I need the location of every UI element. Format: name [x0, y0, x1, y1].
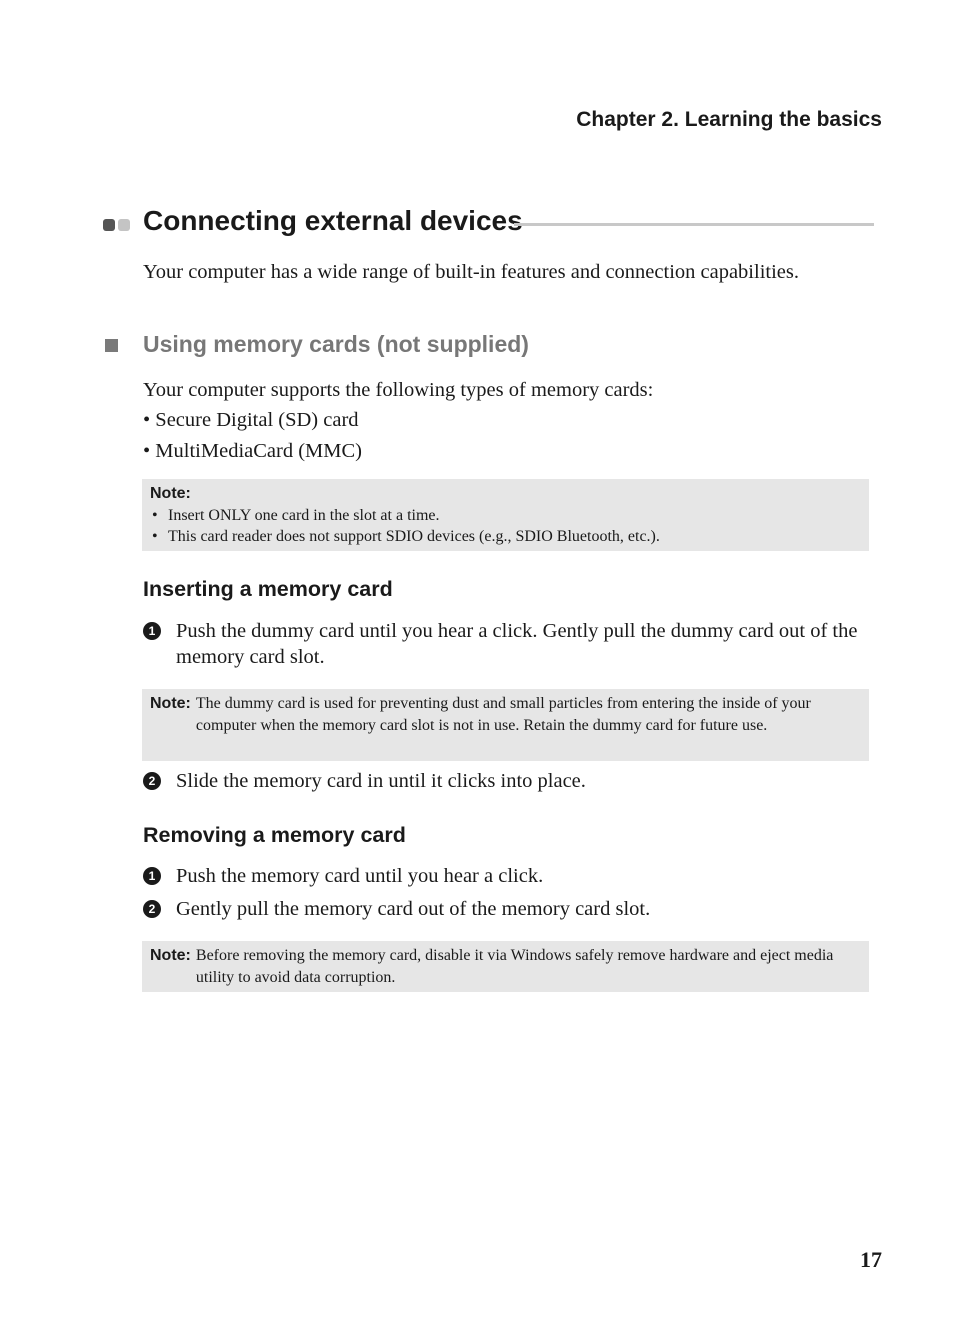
bullet-sd-card: • Secure Digital (SD) card: [143, 409, 359, 431]
note-text: The dummy card is used for preventing dust and small particles from entering the inside of your computer when the memory card slot is not in use. Retain the dummy card for future use.: [195, 695, 811, 734]
removing-step-2: [143, 896, 883, 922]
memory-cards-intro: Your computer supports the following types of memory cards:: [143, 379, 654, 401]
note-label: Note:: [150, 947, 191, 964]
inserting-step-1: [143, 618, 883, 670]
step-number-icon: 1: [143, 622, 161, 640]
note-box-dummy-card: [142, 689, 869, 761]
note-box-removal: [142, 941, 869, 992]
step-text: Push the memory card until you hear a click.: [176, 865, 544, 887]
inserting-step-2: [143, 768, 883, 794]
note-label: Note:: [150, 695, 191, 712]
note-box-cards: [142, 479, 869, 551]
note-item: • This card reader does not support SDIO devices (e.g., SDIO Bluetooth, etc.).: [150, 526, 861, 548]
step-text: Slide the memory card in until it clicks into place.: [176, 770, 586, 792]
step-text: Push the dummy card until you hear a click. Gently pull the dummy card out of the memory card slot.: [176, 620, 858, 668]
page-number: 17: [860, 1247, 882, 1272]
removing-step-1: [143, 863, 883, 889]
bullet-mmc: • MultiMediaCard (MMC): [143, 440, 362, 462]
step-text: Gently pull the memory card out of the memory card slot.: [176, 898, 651, 920]
section-intro: Your computer has a wide range of built-in features and connection capabilities.: [143, 261, 799, 283]
section-marker-icon: [103, 218, 133, 236]
subsection-square-icon: [105, 339, 118, 352]
removing-heading: Removing a memory card: [143, 823, 406, 847]
note-item: • Insert ONLY one card in the slot at a time.: [150, 505, 861, 527]
subsection-title: Using memory cards (not supplied): [143, 331, 529, 357]
section-rule: [514, 223, 874, 226]
step-number-icon: 2: [143, 772, 161, 790]
note-text: Before removing the memory card, disable it via Windows safely remove hardware and eject media utility to avoid data corruption.: [195, 947, 834, 986]
chapter-header: Chapter 2. Learning the basics: [576, 108, 882, 131]
section-title: Connecting external devices: [143, 205, 523, 236]
step-number-icon: 1: [143, 867, 161, 885]
step-number-icon: 2: [143, 900, 161, 918]
note-label: Note:: [150, 485, 191, 502]
inserting-heading: Inserting a memory card: [143, 577, 393, 601]
